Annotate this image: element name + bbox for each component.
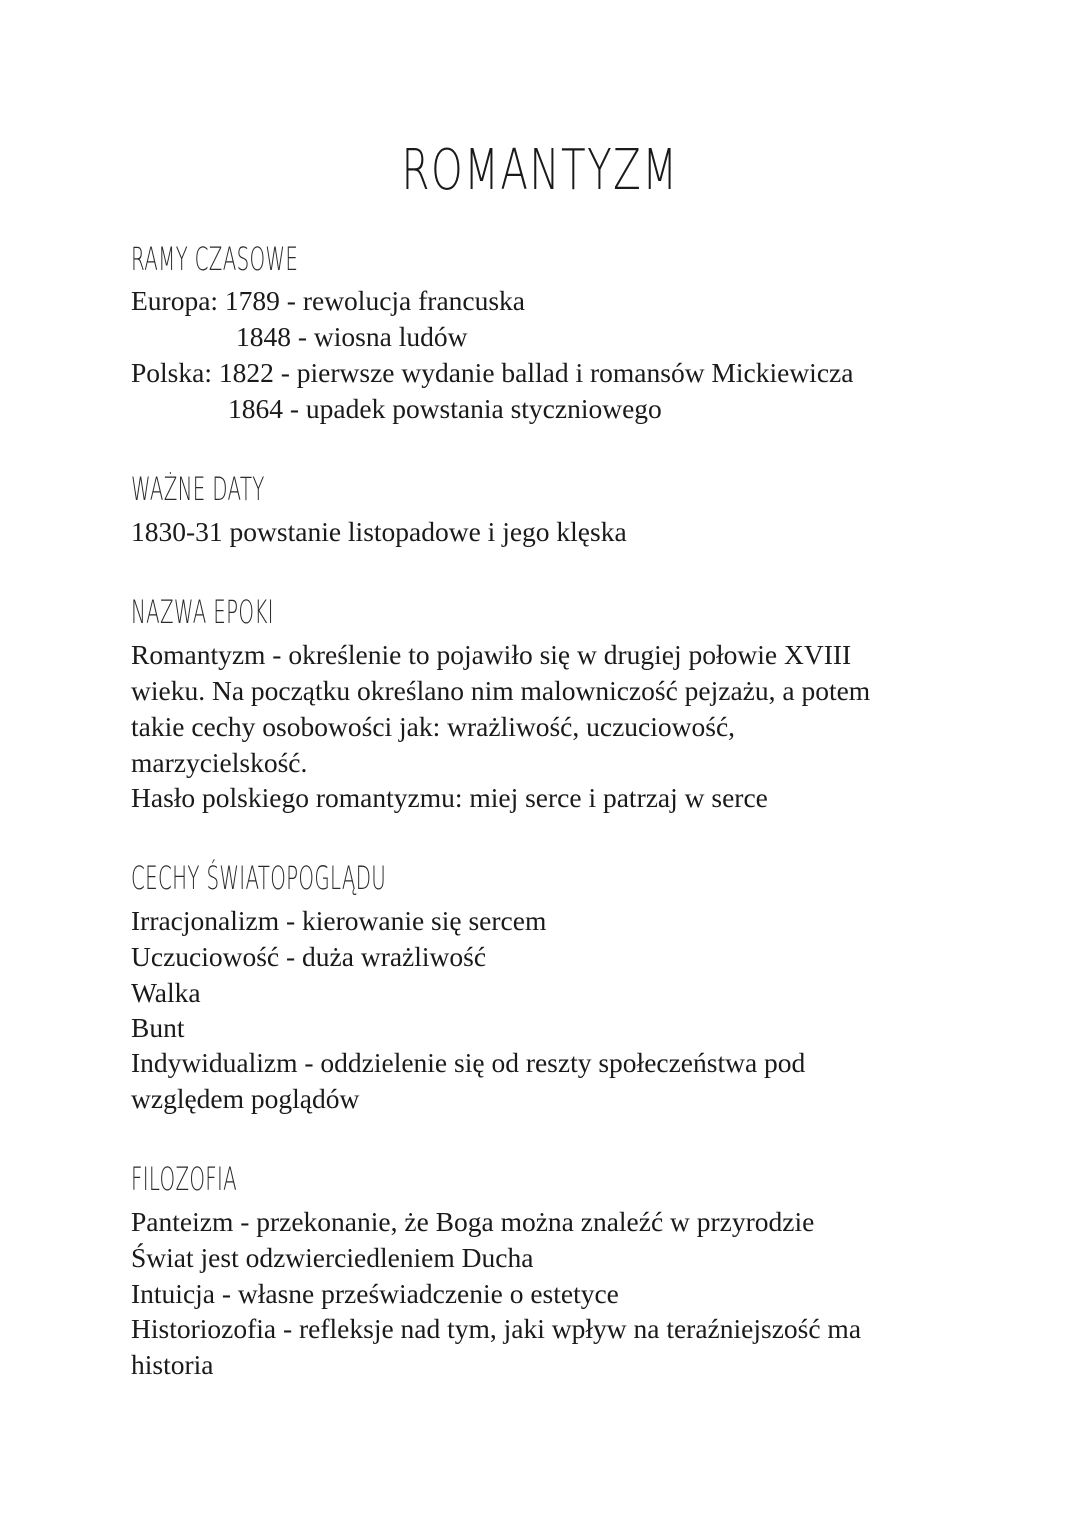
text-line: Świat jest odzwierciedleniem Ducha [131,1242,534,1273]
text-line: Indywidualizm - oddzielenie się od reszty społeczeństwa pod [131,1047,806,1078]
text-line: takie cechy osobowości jak: wrażliwość, uczuciowość, [131,711,736,742]
text-line: 1830-31 powstanie listopadowe i jego klęska [131,516,627,547]
text-line: historia [131,1349,214,1380]
text-line: Intuicja - własne przeświadczenie o estetyce [131,1278,619,1309]
section-heading-filozofia: FILOZOFIA [131,1160,238,1198]
text-line: Panteizm - przekonanie, że Boga można znaleźć w przyrodzie [131,1206,815,1237]
text-line: marzycielskość. [131,747,308,778]
text-line: Uczuciowość - duża wrażliwość [131,941,487,972]
text-line: Bunt [131,1012,185,1043]
text-line: względem poglądów [131,1083,360,1114]
text-line: Walka [131,977,201,1008]
page-title: ROMANTYZM [401,138,679,203]
section-heading-nazwa-epoki: NAZWA EPOKI [131,593,274,631]
text-line: Europa: 1789 - rewolucja francuska [131,285,526,316]
section-heading-wazne-daty: WAŻNE DATY [131,470,265,508]
section-heading-cechy-swiatopogladu: CECHY ŚWIATOPOGLĄDU [131,859,387,897]
text-line: Historiozofia - refleksje nad tym, jaki wpływ na teraźniejszość ma [131,1313,862,1344]
text-line: 1864 - upadek powstania styczniowego [228,393,662,424]
text-line: Polska: 1822 - pierwsze wydanie ballad i romansów Mickiewicza [131,357,854,388]
text-line: Romantyzm - określenie to pojawiło się w drugiej połowie XVIII [131,639,852,670]
text-line: 1848 - wiosna ludów [236,321,468,352]
text-line: Hasło polskiego romantyzmu: miej serce i patrzaj w serce [131,782,768,813]
text-line: Irracjonalizm - kierowanie się sercem [131,905,547,936]
section-heading-ramy-czasowe: RAMY CZASOWE [131,240,299,278]
text-line: wieku. Na początku określano nim malowniczość pejzażu, a potem [131,675,871,706]
